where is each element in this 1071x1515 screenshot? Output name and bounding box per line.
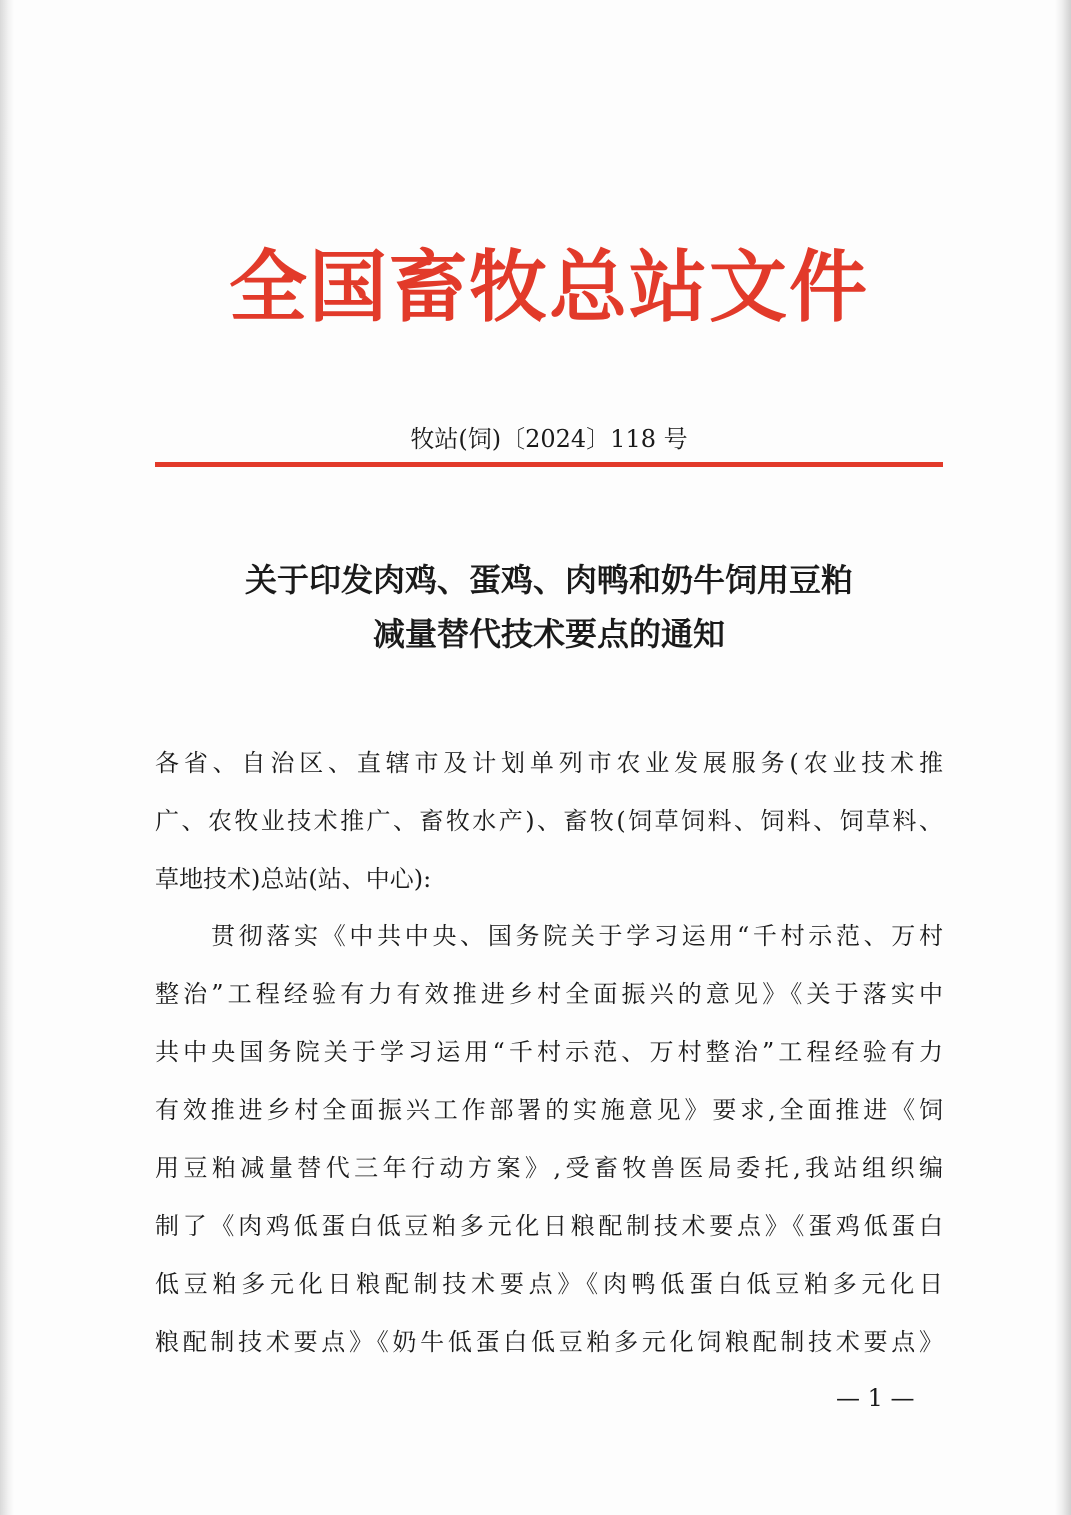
paragraph-line: 粮配制技术要点》《奶牛低蛋白低豆粕多元化饲粮配制技术要点》 <box>155 1328 943 1356</box>
paragraph-line: 贯彻落实《中共中央、国务院关于学习运用“千村示范、万村 <box>211 922 943 950</box>
page-left-edge <box>0 0 14 1515</box>
page-right-edge <box>1055 0 1071 1515</box>
paragraph-line: 有效推进乡村全面振兴工作部署的实施意见》要求,全面推进《饲 <box>155 1096 943 1124</box>
paragraph-line: 低豆粕多元化日粮配制技术要点》《肉鸭低蛋白低豆粕多元化日 <box>155 1270 943 1298</box>
title-line-2: 减量替代技术要点的通知 <box>372 615 725 653</box>
salutation-line: 广、农牧业技术推广、畜牧水产)、畜牧(饲草饲料、饲料、饲草料、 <box>155 807 943 835</box>
title-line-1: 关于印发肉鸡、蛋鸡、肉鸭和奶牛饲用豆粕 <box>244 561 853 599</box>
document-number: 牧站(饲)〔2024〕118 号 <box>410 425 688 453</box>
body-paragraph <box>155 907 943 1371</box>
page-number: — 1 — <box>836 1384 915 1412</box>
document-title <box>155 553 943 661</box>
paragraph-line: 用豆粕减量替代三年行动方案》,受畜牧兽医局委托,我站组织编 <box>155 1154 943 1182</box>
paragraph-line: 制了《肉鸡低蛋白低豆粕多元化日粮配制技术要点》《蛋鸡低蛋白 <box>155 1212 943 1240</box>
salutation <box>155 734 943 908</box>
salutation-line: 草地技术)总站(站、中心): <box>155 865 432 893</box>
salutation-line: 各省、自治区、直辖市及计划单列市农业发展服务(农业技术推 <box>155 749 943 777</box>
paragraph-line: 共中央国务院关于学习运用“千村示范、万村整治”工程经验有力 <box>155 1038 943 1066</box>
paragraph-line: 整治”工程经验有力有效推进乡村全面振兴的意见》《关于落实中 <box>155 980 943 1008</box>
masthead: 全国畜牧总站文件 <box>228 243 869 333</box>
red-divider-line <box>155 462 943 467</box>
